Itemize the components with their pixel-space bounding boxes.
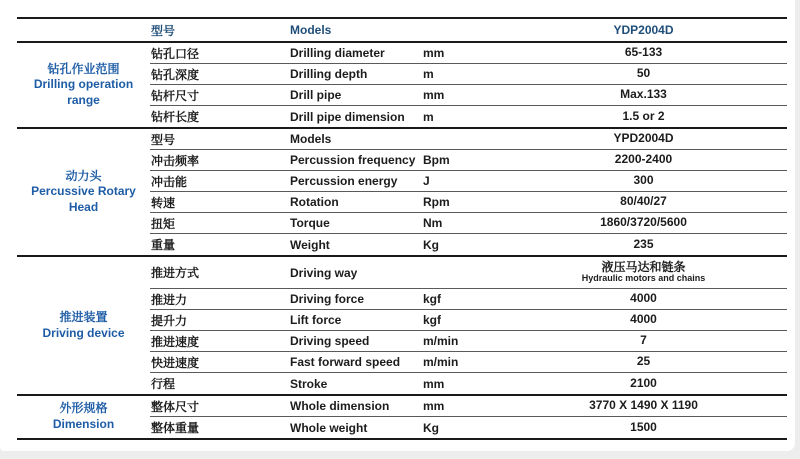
cell-value xyxy=(500,399,787,413)
section-rows xyxy=(150,396,787,438)
cell-unit: Rpm xyxy=(423,195,450,209)
cell-unit: Kg xyxy=(423,420,439,435)
table-row xyxy=(150,331,787,352)
cell-unit: J xyxy=(423,174,430,188)
cell-label-en: Fast forward speed xyxy=(290,355,401,369)
cell-value-main: 2200-2400 xyxy=(614,152,673,167)
cell-unit: m xyxy=(423,109,434,124)
table-row xyxy=(150,417,787,438)
cell-unit: Bpm xyxy=(423,153,450,167)
table-row xyxy=(150,150,787,171)
cell-value xyxy=(500,334,787,348)
cell-unit: Kg xyxy=(423,237,439,252)
spec-section xyxy=(17,43,787,129)
cell-label-en: Drilling depth xyxy=(290,67,368,81)
table-row xyxy=(150,171,787,192)
cell-value-main: 80/40/27 xyxy=(620,194,667,209)
cell-label-en: Torque xyxy=(290,216,330,230)
cell-value xyxy=(500,313,787,327)
cell-value-main: 3770 X 1490 X 1190 xyxy=(589,398,698,413)
table-row xyxy=(150,396,787,417)
cell-value xyxy=(500,174,787,188)
cell-label-cn: 转速 xyxy=(151,195,176,210)
cell-unit: mm xyxy=(423,376,445,391)
cell-label-cn: 提升力 xyxy=(151,313,188,328)
table-row xyxy=(150,257,787,289)
spec-section xyxy=(17,396,787,440)
cell-label-en: Lift force xyxy=(290,313,342,327)
cell-label-en: Whole weight xyxy=(290,420,368,435)
cell-unit: Nm xyxy=(423,216,443,230)
cell-label-en: Whole dimension xyxy=(290,399,390,413)
cell-value xyxy=(500,238,787,252)
cell-value xyxy=(500,88,787,102)
cell-label-cn: 型号 xyxy=(151,132,176,147)
cell-label-cn: 重量 xyxy=(151,238,176,252)
cell-value-main: 235 xyxy=(633,236,654,251)
cell-label-cn: 钻杆长度 xyxy=(151,110,200,124)
cell-label-en: Drill pipe dimension xyxy=(290,109,405,124)
category-label-en: Drilling operation range xyxy=(33,77,134,107)
cell-unit: kgf xyxy=(423,292,441,306)
cell-value-main: 1.5 or 2 xyxy=(622,108,665,123)
cell-label-en: Drill pipe xyxy=(290,88,342,102)
table-row xyxy=(150,43,787,64)
cell-label-cn: 推进方式 xyxy=(151,266,200,280)
section-rows xyxy=(150,257,787,394)
table-row xyxy=(150,352,787,373)
cell-value-main: 7 xyxy=(640,333,647,348)
cell-unit: mm xyxy=(423,46,445,60)
cell-unit: m/min xyxy=(423,355,459,369)
cell-value xyxy=(500,195,787,209)
cell-label-cn: 扭矩 xyxy=(151,216,176,231)
table-header-row xyxy=(17,17,787,43)
section-rows xyxy=(150,129,787,255)
table-row xyxy=(150,106,787,127)
cell-value-main: Max.133 xyxy=(620,87,667,102)
spec-sections xyxy=(17,43,787,440)
cell-label-en: Drilling diameter xyxy=(290,46,385,60)
cell-label-cn: 冲击能 xyxy=(151,174,188,189)
cell-label-cn: 快进速度 xyxy=(151,355,200,370)
cell-value-main: 300 xyxy=(633,173,654,188)
category-label-cn: 动力头 xyxy=(65,168,102,183)
table-row xyxy=(150,64,787,85)
cell-value-main: 65-133 xyxy=(624,45,663,60)
cell-value-main: 25 xyxy=(636,354,651,369)
category-label-cn: 推进装置 xyxy=(59,309,108,324)
cell-label-cn: 整体尺寸 xyxy=(151,399,200,414)
category-label-en: Percussive Rotary Head xyxy=(31,184,136,214)
cell-value xyxy=(500,67,787,81)
header-model-cn: 型号 xyxy=(151,23,176,38)
cell-unit: mm xyxy=(423,399,445,413)
header-model-en: Models xyxy=(290,23,332,37)
cell-value-main: 1500 xyxy=(630,419,657,434)
cell-value xyxy=(500,377,787,391)
cell-label-cn: 冲击频率 xyxy=(151,153,200,168)
cell-label-cn: 推进速度 xyxy=(151,334,200,349)
cell-label-cn: 钻孔口径 xyxy=(151,46,200,61)
cell-label-cn: 钻杆尺寸 xyxy=(151,88,200,103)
category-cell xyxy=(17,257,150,394)
cell-value-main: 1860/3720/5600 xyxy=(600,215,687,230)
cell-label-en: Percussion energy xyxy=(290,174,398,188)
cell-unit: mm xyxy=(423,88,445,102)
cell-value xyxy=(500,216,787,230)
cell-unit: m/min xyxy=(423,334,459,348)
cell-value xyxy=(500,355,787,369)
cell-value xyxy=(500,292,787,306)
category-label-en: Dimension xyxy=(52,417,115,431)
cell-value-main: 4000 xyxy=(630,312,657,327)
category-cell xyxy=(17,129,150,255)
table-row xyxy=(150,310,787,331)
category-cell xyxy=(17,396,150,438)
cell-value-main: 2100 xyxy=(630,375,657,390)
category-label-cn: 钻孔作业范围 xyxy=(47,61,120,76)
cell-value xyxy=(500,421,787,435)
cell-label-en: Models xyxy=(290,132,332,146)
cell-label-cn: 整体重量 xyxy=(151,421,200,435)
cell-label-en: Stroke xyxy=(290,376,328,391)
cell-label-en: Weight xyxy=(290,237,330,252)
table-row xyxy=(150,289,787,310)
cell-unit: kgf xyxy=(423,313,441,327)
cell-value xyxy=(500,132,787,146)
table-row xyxy=(150,129,787,150)
category-cell xyxy=(17,43,150,127)
spec-section xyxy=(17,129,787,257)
cell-value xyxy=(500,46,787,60)
cell-value-main: 4000 xyxy=(630,291,657,306)
cell-label-cn: 钻孔深度 xyxy=(151,67,200,82)
cell-label-cn: 行程 xyxy=(151,377,176,391)
cell-label-en: Percussion frequency xyxy=(290,153,416,167)
cell-value xyxy=(500,153,787,167)
cell-label-cn: 推进力 xyxy=(151,292,188,307)
table-row xyxy=(150,85,787,106)
spec-section xyxy=(17,257,787,396)
cell-label-en: Driving way xyxy=(290,265,358,280)
table-row xyxy=(150,192,787,213)
section-rows xyxy=(150,43,787,127)
cell-label-en: Driving speed xyxy=(290,334,370,348)
cell-value xyxy=(500,261,787,285)
table-row xyxy=(150,213,787,234)
cell-label-en: Driving force xyxy=(290,292,365,306)
cell-value xyxy=(500,110,787,124)
cell-unit: m xyxy=(423,67,434,81)
header-model-value: YDP2004D xyxy=(613,23,674,37)
cell-label-en: Rotation xyxy=(290,195,339,209)
table-row xyxy=(150,234,787,255)
cell-value-sub: Hydraulic motors and chains xyxy=(581,273,706,284)
cell-value-main: 液压马达和链条 xyxy=(601,259,686,274)
cell-value-main: YPD2004D xyxy=(613,131,674,146)
spec-table xyxy=(17,17,787,440)
category-label-cn: 外形规格 xyxy=(59,401,108,416)
cell-value-main: 50 xyxy=(636,66,651,81)
category-label-en: Driving device xyxy=(42,325,125,340)
table-row xyxy=(150,373,787,394)
